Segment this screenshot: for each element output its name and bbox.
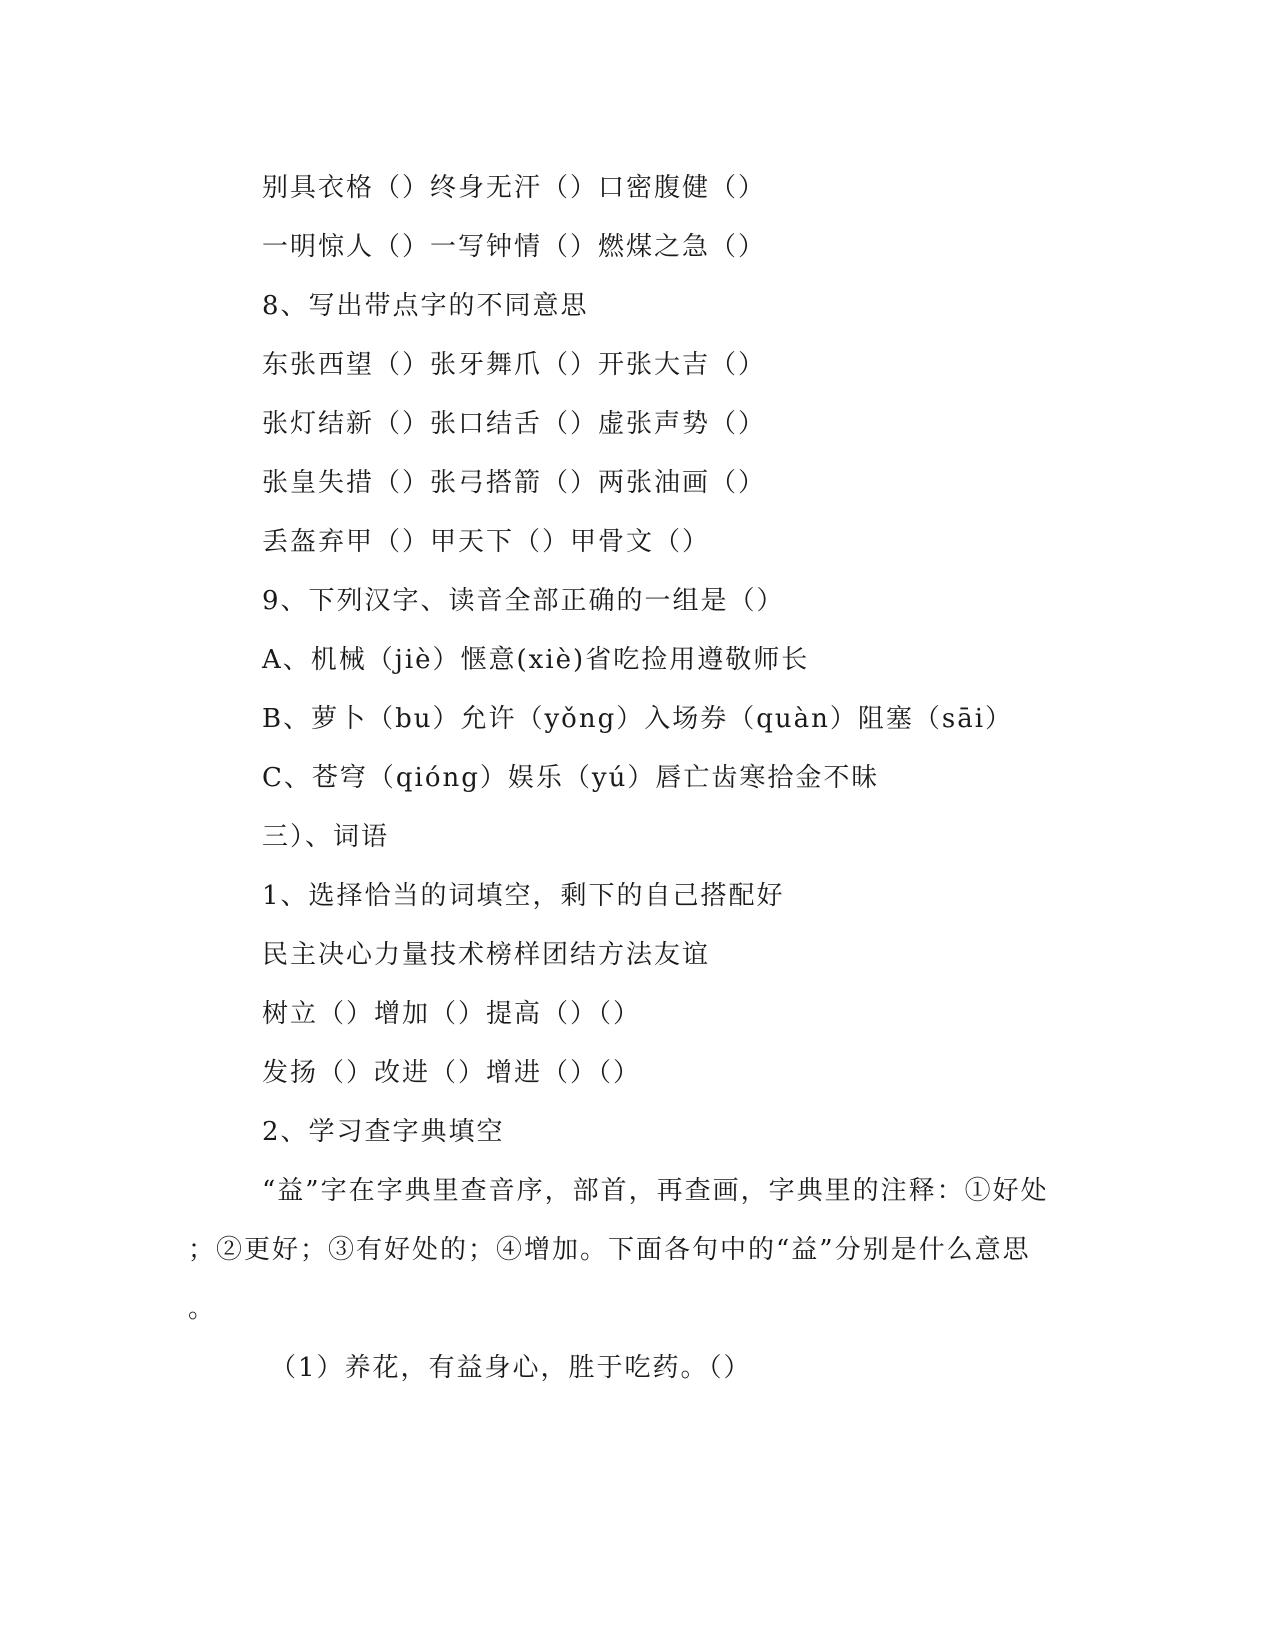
- dictionary-paragraph-line-2: ；②更好；③有好处的；④增加。下面各句中的“益”分别是什么意思: [188, 1235, 1031, 1265]
- idiom-line-2: 一明惊人（）一写钟情（）燃煤之急（）: [262, 232, 767, 262]
- zhang-line-1: 东张西望（）张牙舞爪（）开张大吉（）: [262, 350, 767, 380]
- sentence-1: （1）养花，有益身心，胜于吃药。（）: [270, 1353, 752, 1383]
- question-1-heading: 1、选择恰当的词填空，剩下的自己搭配好: [262, 881, 785, 911]
- question-8-heading: 8、写出带点字的不同意思: [262, 291, 589, 321]
- section-3-heading: 三）、词语: [262, 822, 390, 852]
- idiom-line-1: 别具衣格（）终身无汗（）口密腹健（）: [262, 173, 767, 203]
- question-2-heading: 2、学习查字典填空: [262, 1117, 505, 1147]
- zhang-line-2: 张灯结新（）张口结舌（）虚张声势（）: [262, 409, 767, 439]
- word-bank: 民主决心力量技术榜样团结方法友谊: [262, 940, 711, 970]
- question-9-heading: 9、下列汉字、读音全部正确的一组是（）: [262, 586, 785, 616]
- zhang-line-3: 张皇失措（）张弓搭箭（）两张油画（）: [262, 468, 767, 498]
- dictionary-paragraph-line-3: 。: [188, 1294, 217, 1324]
- option-c: C、苍穹（qióng）娱乐（yú）唇亡齿寒拾金不昧: [262, 763, 880, 793]
- jia-line: 丢盔弃甲（）甲天下（）甲骨文（）: [262, 527, 711, 557]
- fill-line-1: 树立（）增加（）提高（）（）: [262, 999, 642, 1029]
- fill-line-2: 发扬（）改进（）增进（）（）: [262, 1058, 642, 1088]
- dictionary-paragraph-line-1: “益”字在字典里查音序，部首，再查画，字典里的注释：①好处: [262, 1176, 1049, 1206]
- option-a: A、机械（jiè）惬意(xiè)省吃捡用遵敬师长: [262, 645, 810, 675]
- option-b: B、萝卜（bu）允许（yǒng）入场券（quàn）阻塞（sāi）: [262, 704, 1014, 734]
